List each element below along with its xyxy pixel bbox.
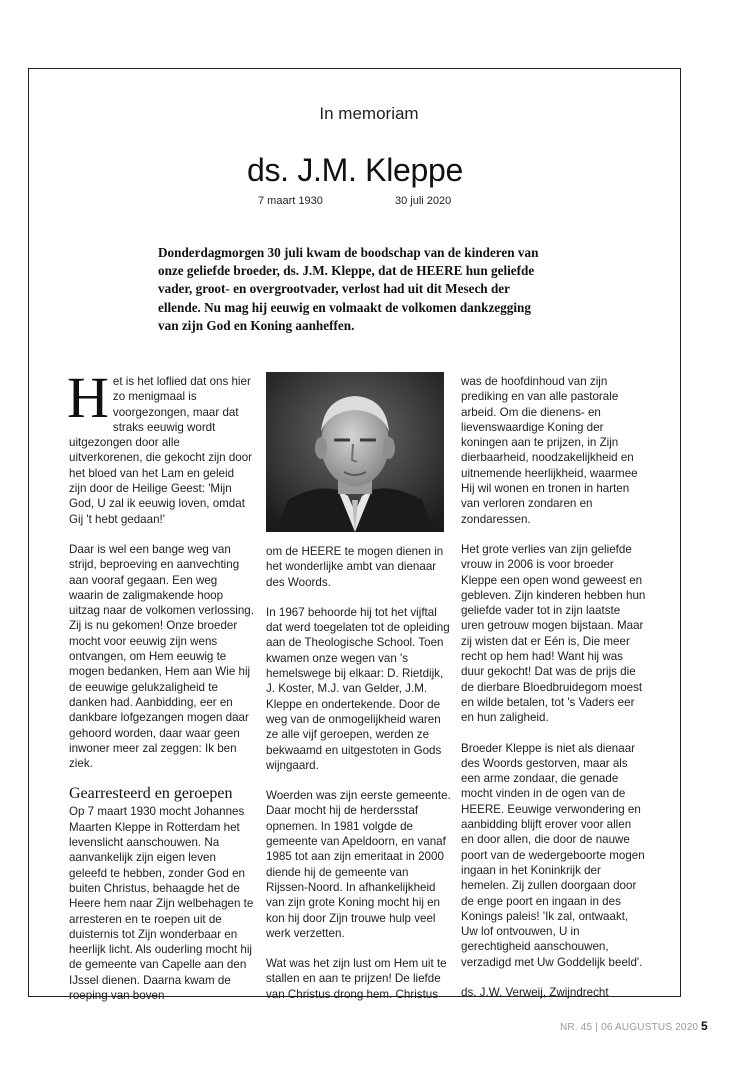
page-number: 5 xyxy=(701,1019,708,1033)
drop-cap: H xyxy=(67,365,109,430)
paragraph: Wat was het zijn lust om Hem uit te stallen en aan te prijzen! De liefde van Christus drong hem. Christus xyxy=(266,957,447,1001)
column-3 xyxy=(461,374,646,1015)
birth-date: 7 maart 1930 xyxy=(258,195,323,207)
death-date: 30 juli 2020 xyxy=(395,195,452,207)
kicker: In memoriam xyxy=(319,104,419,123)
issue-info: NR. 45 | 06 AUGUSTUS 2020 xyxy=(560,1022,699,1033)
paragraph: In 1967 behoorde hij tot het vijftal dat werd toegelaten tot de opleiding aan de Theologische School. Toen kwamen onze wegen van 's hemelswege bij elkaar: D. Rietdijk, J. Koster, M.J. van Gelder, J.M. Kleppe en ondertekende. Door de weg van de onmogelijkheid waren ze alle vijf geroepen, werden ze bekwaamd en uitgestoten in Gods wijngaard. xyxy=(266,605,450,772)
paragraph: Op 7 maart 1930 mocht Johannes Maarten Kleppe in Rotterdam het levenslicht aanschouwen. Na aanvankelijk zijn eigen leven geleefd te hebben, zonder God en buiten Christus, behaagde het de Heere hem naar Zijn welbehagen te arresteren en te roepen uit de duisternis tot Zijn wonderbaar en heerlijk licht. Als ouderling mocht hij de gemeente van Capelle aan den IJssel dienen. Daarna kwam de roeping van boven xyxy=(69,805,254,1002)
portrait-photo xyxy=(266,372,444,532)
portrait-illustration xyxy=(266,372,444,532)
signature: ds. J.W. Verweij, Zwijndrecht xyxy=(461,985,609,999)
paragraph: Daar is wel een bange weg van strijd, beproeving en aanvechting aan vooraf gegaan. Een weg waarin de zaligmakende hoop uitzag naar de volkomen verlossing. Zij is nu gekomen! Onze broeder mocht voor eeuwig zijn wens ontvangen, om Hem eeuwig te mogen bedanken, Hem aan Wie hij de eeuwige gelukzaligheid te danken had. Aanbidding, eer en dankbare lofgezangen mogen daar gehoord worden, daar waar geen inwoner meer zal zeggen: Ik ben ziek. xyxy=(69,542,254,771)
opening-paragraph xyxy=(67,365,254,527)
column-1 xyxy=(67,365,254,1018)
page-title: ds. J.M. Kleppe xyxy=(246,152,464,188)
column-2 xyxy=(266,544,451,1017)
paragraph: om de HEERE te mogen dienen in het wonderlijke ambt van dienaar des Woords. xyxy=(266,545,444,589)
paragraph: was de hoofdinhoud van zijn prediking en van alle pastorale arbeid. Om die dienens- en lievenswaardige Koning der koningen aan te prijzen, in Zijn dierbaarheid, noodzakelijkheid en uitnemende heerlijkheid, waarmee Hij wil wonen en tronen in harten van verloren zondaren en zondaressen. xyxy=(461,375,638,526)
section-heading: Gearresteerd en geroepen xyxy=(69,785,233,803)
paragraph: Broeder Kleppe is niet als dienaar des Woords gestorven, maar als een arme zondaar, die genade mocht vinden in de ogen van de HEERE. Eeuwige verwondering en aanbidding blijft erover voor allen en door allen, die door de nauwe poort van de wedergeboorte mogen ingaan in het Koninkrijk der hemelen. Zij zullen doorgaan door de enge poort en ingaan in des Konings paleis! 'Ik zal, ontwaakt, Uw lof ontvouwen, U in gerechtigheid aanschouwen, verzadigd met Uw Goddelijk beeld'. xyxy=(461,741,645,969)
opening-text: et is het loflied dat ons hier zo menigmaal is voorgezongen, maar dat straks eeuwig wordt uitgezongen door alle uitverkorenen, die gekocht zijn door het bloed van het Lam en geleid zijn door de Heilige Geest: 'Mijn God, U zal ik eeuwig loven, omdat Gij 't hebt gedaan!' xyxy=(69,375,253,526)
paragraph: Het grote verlies van zijn geliefde vrouw in 2006 is voor broeder Kleppe een open wond geweest en gebleven. Zijn kinderen hebben hun geliefde vader tot in zijn laatste uren getrouw mogen bijstaan. Maar zij wisten dat er Eén is, Die meer recht op hem had! Want hij was duur gekocht! Dat was de prijs die de dierbare Bloedbruidegom moest en wilde betalen, tot 's Vaders eer en hun zaligheid. xyxy=(461,542,646,725)
paragraph: Woerden was zijn eerste gemeente. Daar mocht hij de herdersstaf opnemen. In 1981 volgde de gemeente van Apeldoorn, en vanaf 1985 tot aan zijn emeritaat in 2000 diende hij de gemeente van Rijssen-Noord. In afhankelijkheid van zijn grote Koning mocht hij en kon hij door Zijn trouwe hulp veel werk verzetten. xyxy=(266,789,451,940)
intro-paragraph: Donderdagmorgen 30 juli kwam de boodschap van de kinderen van onze geliefde broeder, ds. J.M. Kleppe, dat de HEERE hun geliefde vader, groot- en overgrootvader, verlost had uit dit Mesech der ellende. Nu mag hij eeuwig en volmaakt de volkomen dankzegging van zijn God en Koning aanheffen. xyxy=(158,245,539,333)
